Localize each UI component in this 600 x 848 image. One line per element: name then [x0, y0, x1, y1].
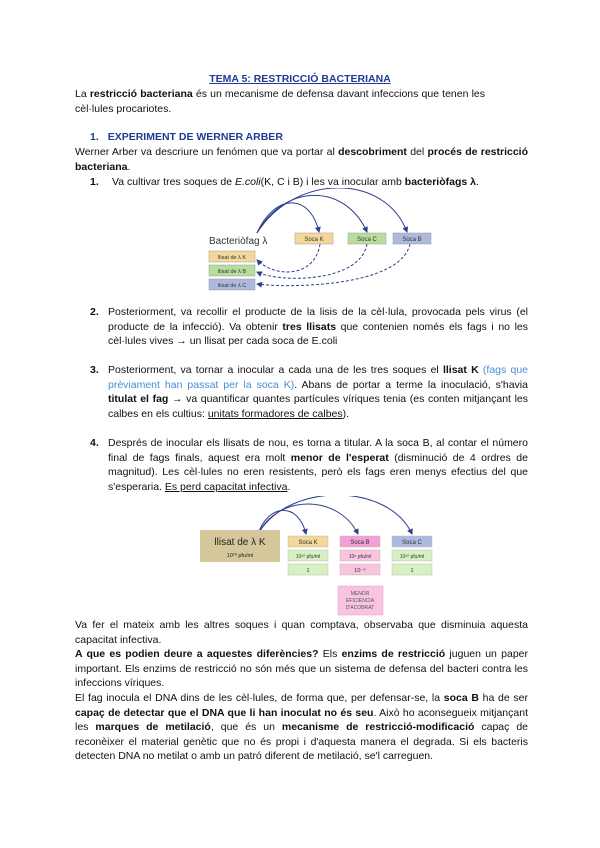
lysate-k-label: llisat de λ K: [214, 537, 266, 548]
arrow-to-soca-b: [257, 188, 407, 233]
soca-b-count: 10⁻⁴: [354, 568, 366, 574]
soca-k-label: Soca K: [304, 237, 324, 243]
bacteriophage-label: Bacteriòfag λ: [209, 236, 268, 247]
step-number: 4.: [90, 437, 99, 449]
soca-c-label: Soca C: [402, 540, 422, 546]
lysate-return-arrow: [257, 244, 320, 272]
efficiency-note-line: D'ACOBRAT: [345, 605, 375, 611]
page-title: TEMA 5: RESTRICCIÓ BACTERIANA: [209, 73, 391, 85]
observation-paragraph: Va fer el mateix amb les altres soques i quan comptava, observaba que disminuia aquesta capacitat infectiva.: [75, 619, 528, 646]
soca-c-count: 1: [410, 568, 414, 574]
efficiency-note-line: MENOR: [350, 591, 370, 597]
step-3: 3. Posteriorment, va tornar a inocular a cada una de les tres soques el llisat K (fags que prèviament han passat per la soca K). Abans de portar a terme la inoculació, s'havia titulat el fag → va quantificar quantes partícules víriques tenia (es conten mitjançant les calbes en els cultius: unitats formadores de calbes).: [90, 364, 528, 420]
soca-c-label: Soca C: [357, 237, 377, 243]
step-1: 1. Va cultivar tres soques de E.coli(K, C i B) i les va inocular amb bacteriòfags λ.: [90, 176, 479, 188]
question-paragraph: A que es podien deure a aquestes diferències? Els enzims de restricció juguen un paper important. Els enzims de restricció no són més que un sistema de defensa del bacteri contra les infeccions víriques.: [75, 648, 528, 689]
lysate-k-value: 10¹⁰ pfu/ml: [226, 553, 254, 559]
lysate-c-label: llisat de λ C: [217, 283, 247, 289]
arber-paragraph: Werner Arber va descriure un fenómen que va portar al descobriment del procés de restricció bacteriana.: [75, 146, 529, 173]
soca-k-label: Soca K: [298, 540, 318, 546]
methylation-paragraph: El fag inocula el DNA dins de les cèl·lules, de forma que, per defensar-se, la soca B ha de ser capaç de detectar que el DNA que li han inoculat no és seu. Això ho aconsegueix mitjançant les marques de metilació, que és un mecanisme de restricció-modificació capaç de reconèixer el material genètic que no és propi i d'aquesta manera el degrada. Si els bacteris detecten DNA no metilat o amb un patró diferent de metilació, se'l carreguen.: [75, 692, 529, 762]
lysate-return-arrow: [257, 244, 410, 286]
soca-k-value: 10¹⁰ pfu/ml: [295, 554, 321, 560]
infection-diagram: [205, 188, 445, 293]
section-heading: [90, 130, 283, 145]
soca-c-value: 10¹⁰ pfu/ml: [399, 554, 425, 560]
section-number: 1.: [90, 131, 99, 143]
arrow-to-soca-k: [257, 203, 319, 233]
arrow-to-soca-c: [258, 496, 412, 534]
efficiency-note-line: EFICIÈNCIA: [345, 598, 375, 604]
section-title: EXPERIMENT DE WERNER ARBER: [107, 131, 283, 143]
arrow-to-soca-b: [258, 504, 358, 534]
soca-k-count: 1: [306, 568, 310, 574]
step-number: 2.: [90, 306, 99, 318]
titration-diagram: [198, 496, 448, 618]
step-number: 3.: [90, 364, 99, 376]
soca-b-label: Soca B: [402, 237, 422, 243]
lysate-return-arrow: [257, 244, 367, 278]
step-number: 1.: [90, 176, 99, 188]
intro-paragraph: La restricció bacteriana és un mecanisme de defensa davant infeccions que tenen les cèl·lules procariotes.: [75, 88, 485, 115]
soca-b-value: 10⁶ pfu/ml: [348, 554, 372, 560]
lysate-k-label: llisat de λ K: [217, 255, 247, 261]
step-4: 4. Després de inocular els llisats de nou, es torna a titular. A la soca B, al contar el número final de fags finals, aquest era molt menor de l'esperat (disminució de 4 ordres de magnitud). Les cèl·lules no eren resistents, però els fags eren menys efectius del que s'esperaria. Es perd capacitat infectiva.: [90, 437, 528, 493]
soca-b-label: Soca B: [350, 540, 370, 546]
lysate-b-label: llisat de λ B: [217, 269, 247, 275]
step-2: 2. Posteriorment, va recollir el producte de la lisis de la cèl·lula, provocada pels virus (el producte de la infecció). Va obtenir tres llisats que contenien només els fags i no les cèl·lules vives → un llisat per cada soca de E.coli: [90, 306, 529, 347]
